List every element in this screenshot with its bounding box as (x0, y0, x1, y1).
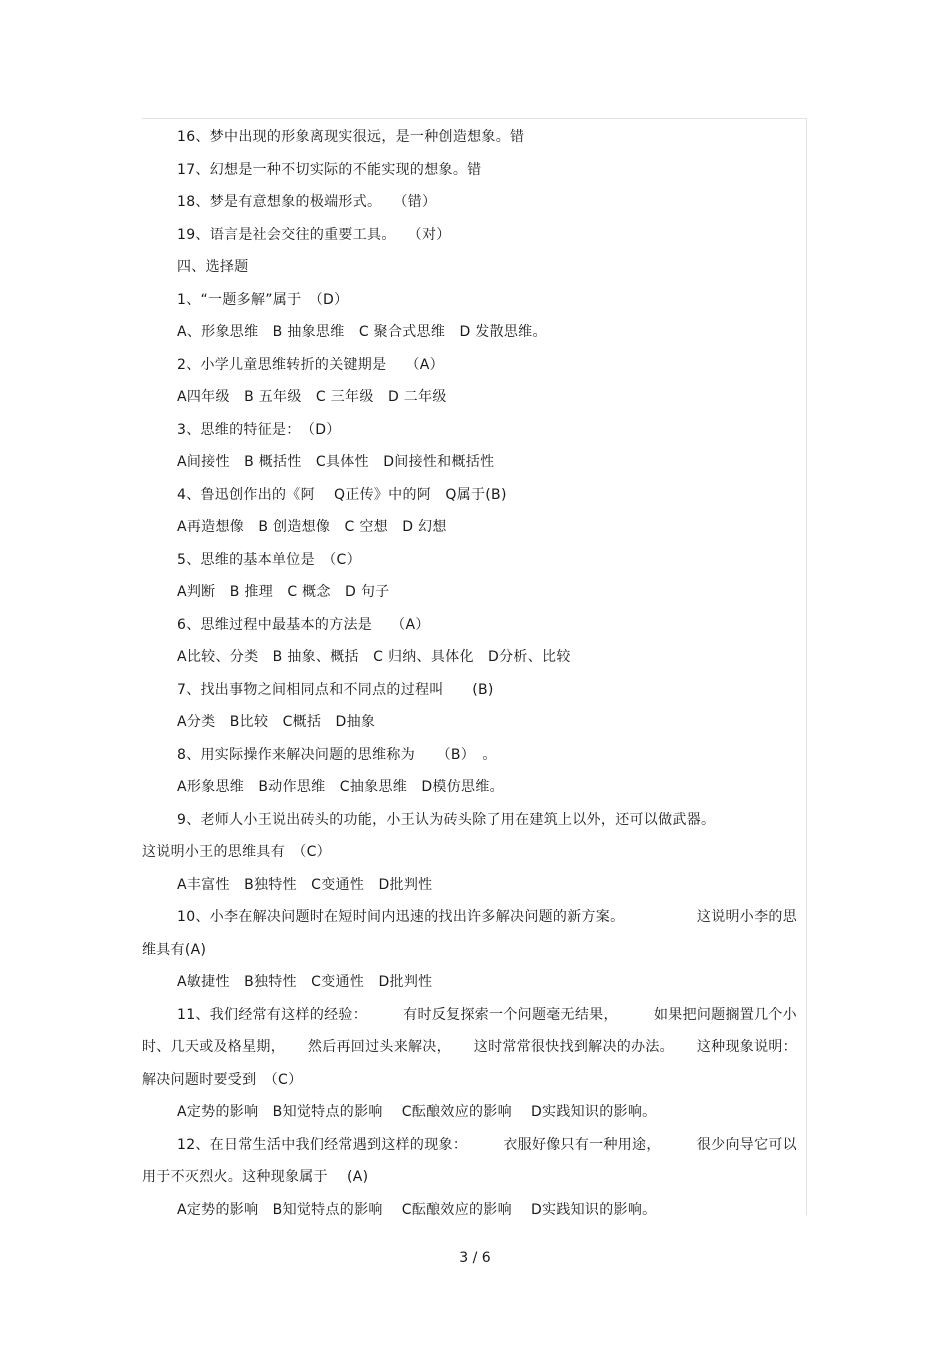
text-line: 19、语言是社会交往的重要工具。 （对） (177, 226, 451, 243)
options-line: A判断 B 推理 C 概念 D 句子 (177, 584, 390, 600)
question-line: 3、思维的特征是： （D） (177, 421, 341, 438)
text-segment: 然后再回过头来解决， (307, 1039, 451, 1055)
text-segment: 这说明小李的思 (696, 909, 797, 925)
options-line: A间接性 B 概括性 C具体性 D间接性和概括性 (177, 454, 495, 470)
options-line: A丰富性 B独特性 C变通性 D批判性 (177, 876, 433, 893)
text-segment: 时、几天或及格星期， (142, 1039, 285, 1055)
options-line: A分类 B比较 C概括 D抽象 (177, 714, 376, 730)
question-line: 4、鲁迅创作出的《阿 Q正传》中的阿 Q属于(B) (177, 486, 507, 503)
text-segment: 这种现象说明： (696, 1039, 797, 1055)
question-line-continued: 维具有(A) (142, 941, 207, 958)
text-line: 17、幻想是一种不切实际的不能实现的想象。错 (177, 161, 482, 178)
text-segment: 12、在日常生活中我们经常遇到这样的现象： (177, 1136, 468, 1153)
question-line (142, 901, 797, 934)
text-line: 18、梦是有意想象的极端形式。 （错） (177, 194, 437, 210)
question-line-continued: 用于不灭烈火。这种现象属于 (A) (142, 1169, 369, 1185)
question-line-continued: 解决问题时要受到 （C） (142, 1071, 303, 1088)
page-number: 3 / 6 (459, 1250, 491, 1266)
question-line (142, 1129, 797, 1162)
text-segment: 很少向导它可以 (696, 1136, 797, 1153)
options-line: A再造想像 B 创造想像 C 空想 D 幻想 (177, 519, 447, 535)
question-line: 8、用实际操作来解决问题的思维称为 （B） 。 (177, 746, 497, 763)
text-line: 16、梦中出现的形象离现实很远，是一种创造想象。错 (177, 129, 525, 145)
question-line (142, 999, 797, 1032)
section-heading: 四、选择题 (177, 259, 249, 275)
question-line: 1、“一题多解”属于 （D） (177, 291, 349, 308)
question-line: 7、找出事物之间相同点和不同点的过程叫 (B) (177, 681, 494, 698)
question-line-continued: 这说明小王的思维具有 （C） (142, 844, 331, 860)
options-line: A形象思维 B动作思维 C抽象思维 D模仿思维。 (177, 779, 504, 795)
text-segment: 10、小李在解决问题时在短时间内迅速的找出许多解决问题的新方案。 (177, 909, 625, 925)
text-segment: 这时常常很快找到解决的办法。 (473, 1039, 674, 1055)
text-segment: 衣服好像只有一种用途， (503, 1136, 661, 1153)
question-line-continued (142, 1031, 797, 1064)
text-segment: 如果把问题搁置几个小 (653, 1006, 797, 1023)
options-line: A四年级 B 五年级 C 三年级 D 二年级 (177, 389, 447, 405)
question-line: 9、老师人小王说出砖头的功能，小王认为砖头除了用在建筑上以外，还可以做武器。 (177, 811, 716, 828)
options-line: A比较、分类 B 抽象、概括 C 归纳、具体化 D分析、比较 (177, 649, 571, 665)
options-line: A敏捷性 B独特性 C变通性 D批判性 (177, 974, 433, 990)
document-body (142, 121, 797, 1226)
question-line: 2、小学儿童思维转折的关键期是 （A） (177, 356, 444, 373)
question-line: 5、思维的基本单位是 （C） (177, 551, 361, 568)
text-segment: 11、我们经常有这样的经验： (177, 1006, 368, 1023)
options-line: A定势的影响 B知觉特点的影响 C酝酿效应的影响 D实践知识的影响。 (177, 1104, 657, 1120)
options-line: A定势的影响 B知觉特点的影响 C酝酿效应的影响 D实践知识的影响。 (177, 1201, 657, 1218)
text-segment: 有时反复探索一个问题毫无结果， (403, 1006, 618, 1023)
options-line: A、形象思维 B 抽象思维 C 聚合式思维 D 发散思维。 (177, 324, 547, 340)
question-line: 6、思维过程中最基本的方法是 （A） (177, 616, 430, 633)
